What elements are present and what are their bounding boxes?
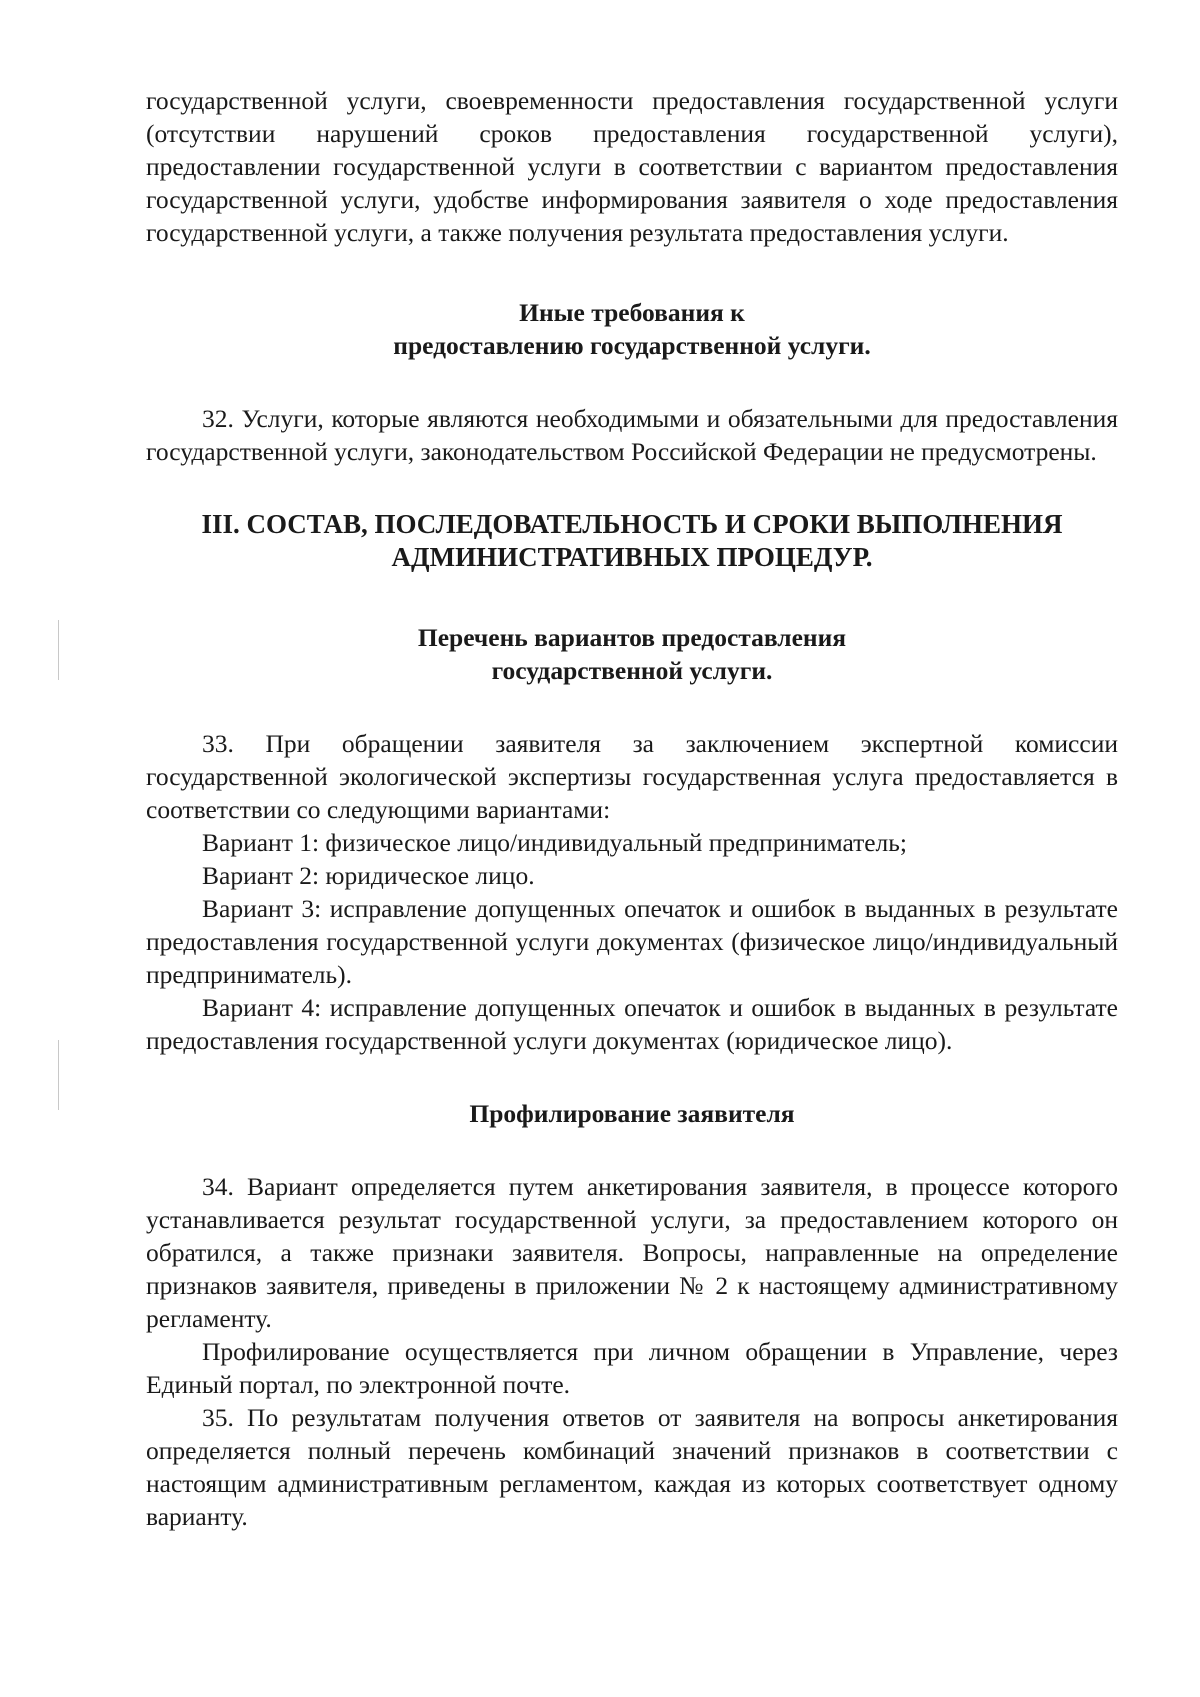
paragraph-32: 32. Услуги, которые являются необходимыми и обязательными для предоставления государственной услуги, законодательством Российской Федерации не предусмотрены. <box>146 404 1118 466</box>
intro-paragraph: государственной услуги, своевременности предоставления государственной услуги (отсутствии нарушений сроков предоставления государственной услуги), предоставлении государственной услуги в соответствии с вариантом предоставления государственной услуги, удобстве информирования заявителя о ходе предоставления государственной услуги, а также получения результата предоставления услуги. <box>146 86 1118 247</box>
heading-line: АДМИНИСТРАТИВНЫХ ПРОЦЕДУР. <box>391 542 873 572</box>
document-body <box>146 84 1118 1533</box>
heading-line: предоставлению государственной услуги. <box>393 331 871 360</box>
heading-line: Перечень вариантов предоставления <box>417 623 847 652</box>
heading-profiling: Профилирование заявителя <box>469 1099 795 1128</box>
variant-2: Вариант 2: юридическое лицо. <box>202 861 535 890</box>
heading-variants <box>146 621 1118 687</box>
section-heading-iii <box>146 508 1118 574</box>
heading-line: государственной услуги. <box>491 656 773 685</box>
paragraph-profiling: Профилирование осуществляется при личном обращении в Управление, через Единый портал, по электронной почте. <box>146 1337 1118 1399</box>
paragraph-34: 34. Вариант определяется путем анкетирования заявителя, в процессе которого устанавливается результат государственной услуги, за предоставлением которого он обратился, а также признаки заявителя. Вопросы, направленные на определение признаков заявителя, приведены в приложении № 2 к настоящему административному регламенту. <box>146 1172 1118 1333</box>
heading-other-requirements <box>146 296 1118 362</box>
paragraph-35: 35. По результатам получения ответов от заявителя на вопросы анкетирования определяется полный перечень комбинаций значений признаков в соответствии с настоящим административным регламентом, каждая из которых соответствует одному варианту. <box>146 1403 1118 1531</box>
scan-edge-mark <box>58 620 59 680</box>
heading-line: Иные требования к <box>519 298 745 327</box>
scan-edge-mark <box>58 1040 59 1110</box>
variant-3: Вариант 3: исправление допущенных опечаток и ошибок в выданных в результате предоставления государственной услуги документах (физическое лицо/индивидуальный предприниматель). <box>146 894 1118 989</box>
heading-line: III. СОСТАВ, ПОСЛЕДОВАТЕЛЬНОСТЬ И СРОКИ ВЫПОЛНЕНИЯ <box>201 509 1063 539</box>
paragraph-33: 33. При обращении заявителя за заключением экспертной комиссии государственной экологической экспертизы государственная услуга предоставляется в соответствии со следующими вариантами: <box>146 729 1118 824</box>
variant-1: Вариант 1: физическое лицо/индивидуальный предприниматель; <box>202 828 907 857</box>
variant-4: Вариант 4: исправление допущенных опечаток и ошибок в выданных в результате предоставления государственной услуги документах (юридическое лицо). <box>146 993 1118 1055</box>
